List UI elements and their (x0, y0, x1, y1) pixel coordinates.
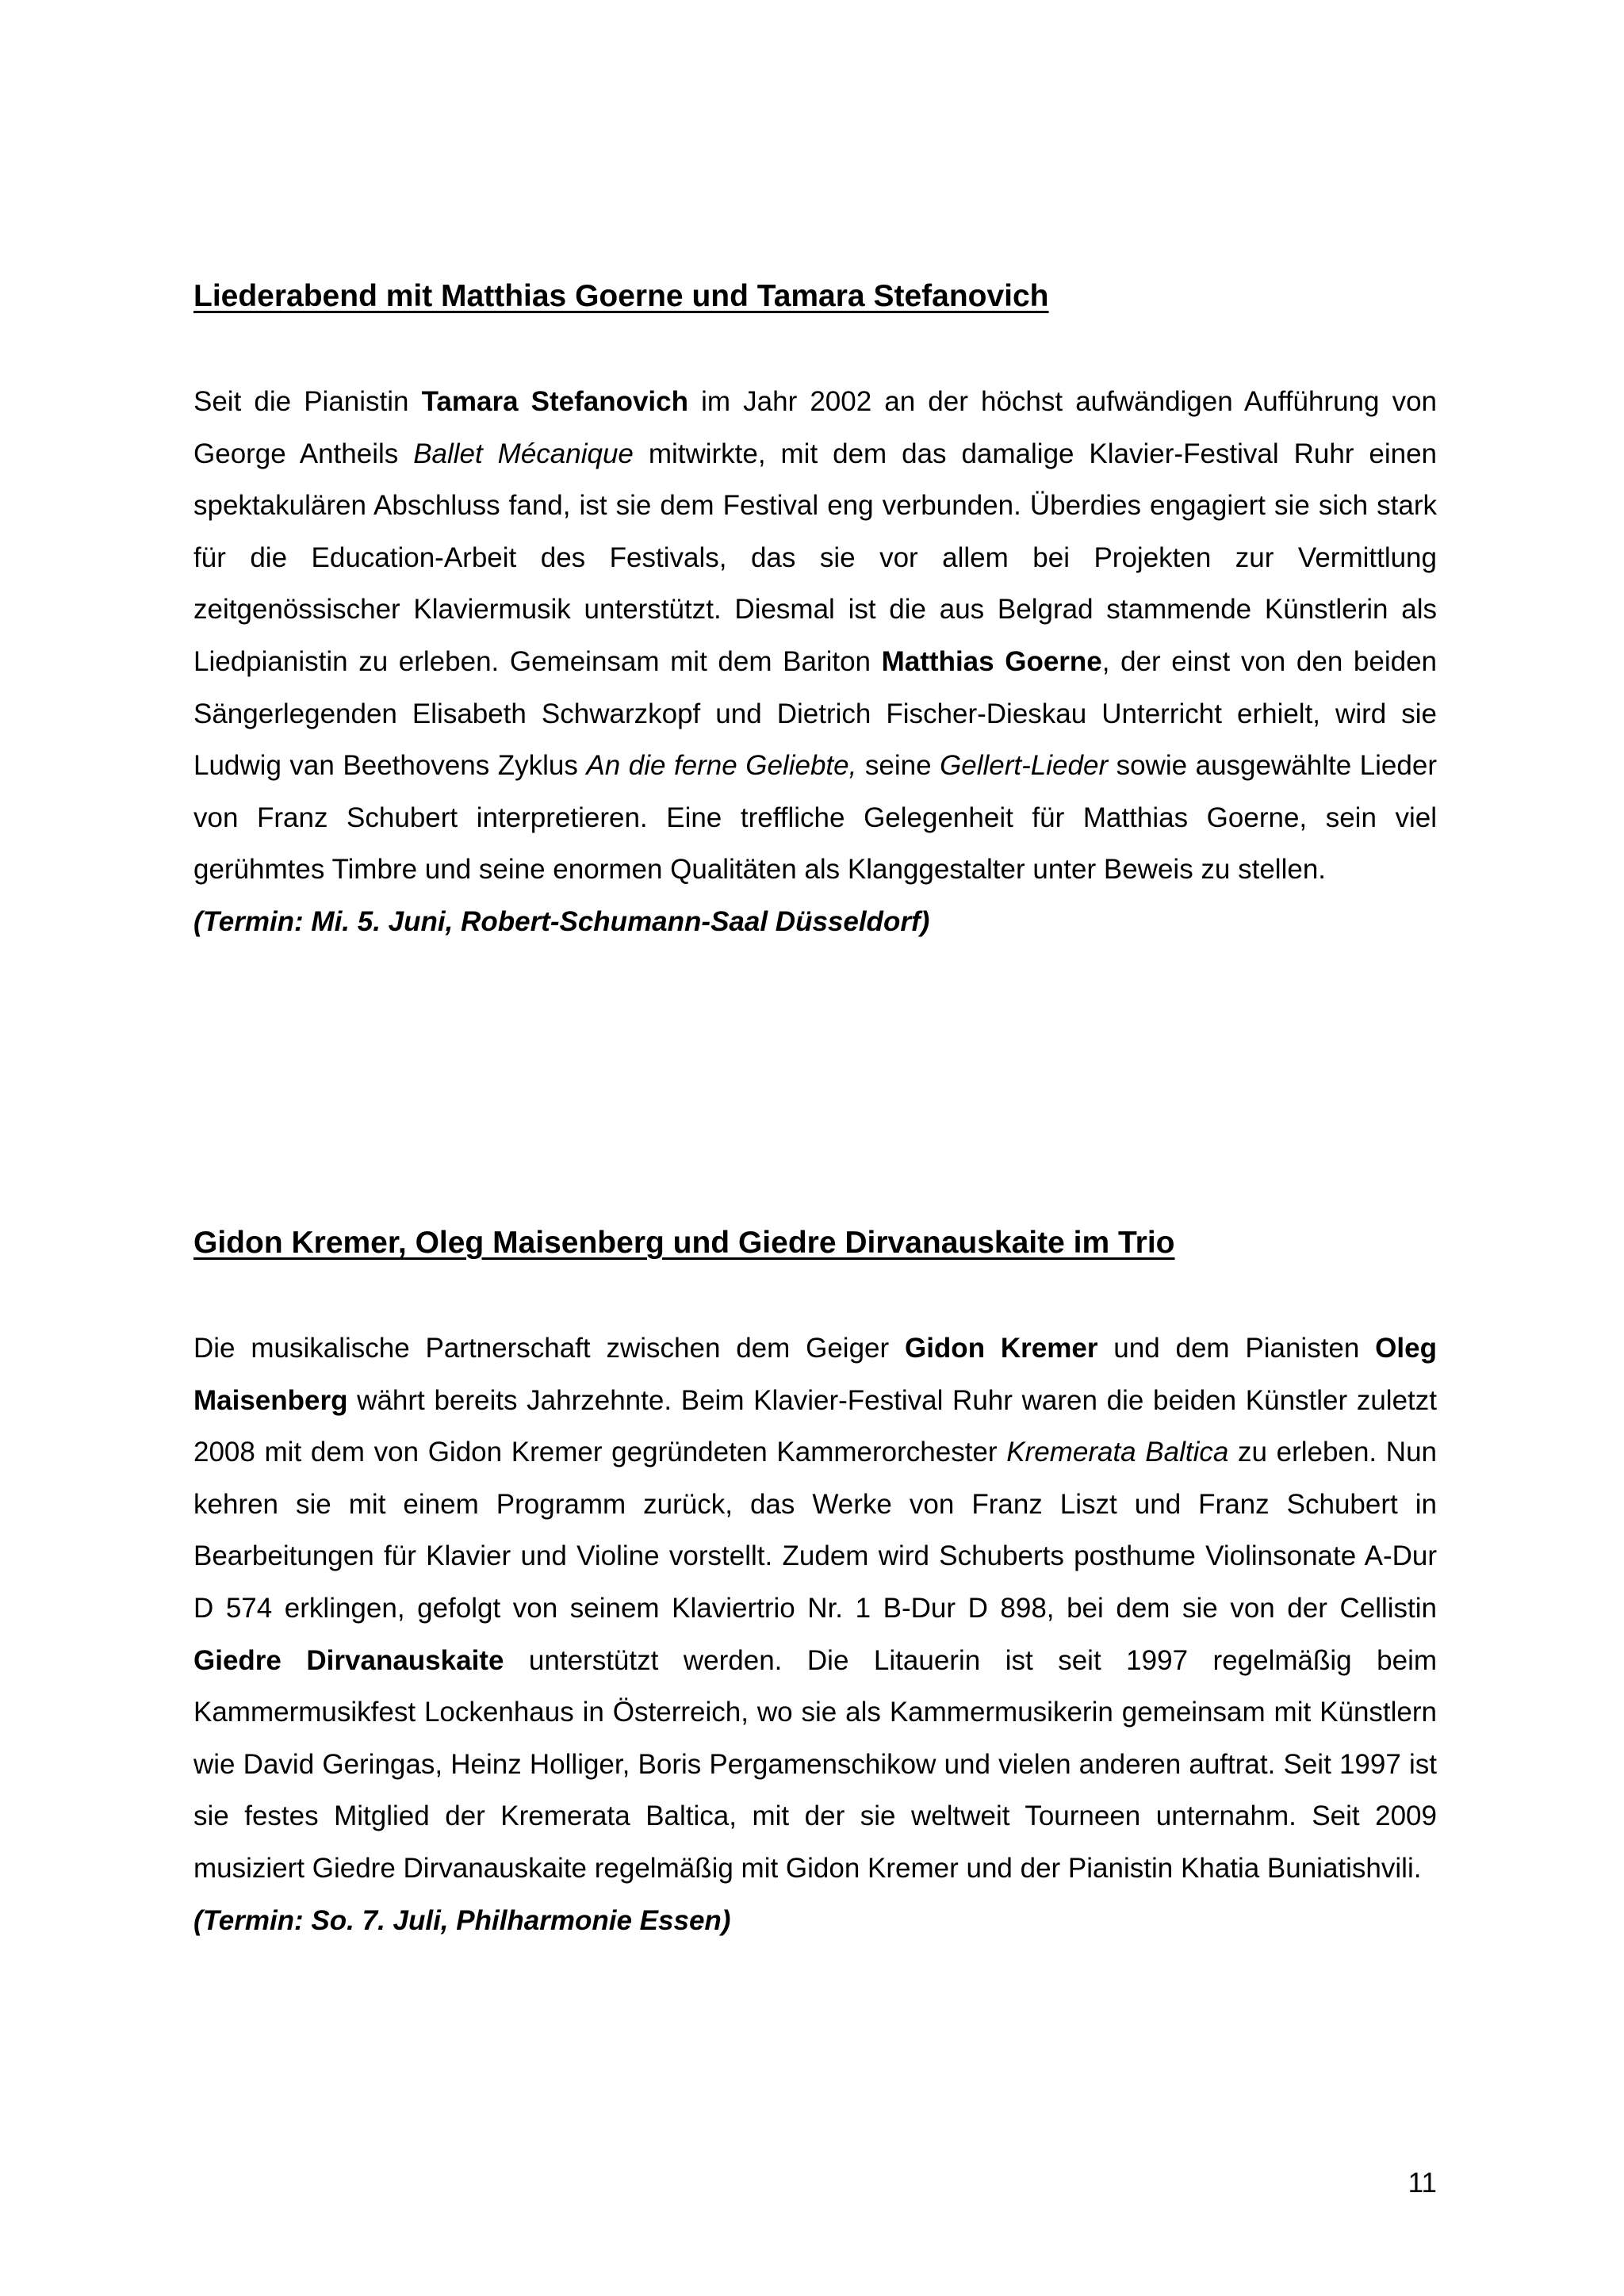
body-text-run: währt bereits Jahrzehnte. Beim Klavier-Festival Ruhr waren die beiden Künstler zuletzt 2008 mit dem von Gidon Kremer gegründeten Kammerorchester (193, 1384, 1437, 1468)
body-text-run: im Jahr 2002 an der höchst aufwändigen Aufführung von George Antheils (193, 386, 1438, 469)
event-date-venue: (Termin: Mi. 5. Juni, Robert-Schumann-Saal Düsseldorf) (193, 905, 930, 937)
work-title: Gellert-Lieder (940, 750, 1109, 782)
body-text-run: seine (856, 750, 940, 782)
work-title: Ballet Mécanique (413, 438, 634, 469)
article-liederabend (193, 276, 1437, 948)
body-text-run: sowie ausgewählte Lieder von Franz Schubert interpretieren. Eine treffliche Gelegenheit für Matthias Goerne, sein viel gerühmtes Timbre und seine enormen Qualitäten als Klanggestalter unter Beweis zu stellen. (193, 750, 1437, 886)
page-number: 11 (1408, 2168, 1437, 2198)
person-name: Oleg Maisenberg (193, 1333, 1437, 1416)
article-body (193, 376, 1437, 896)
person-name: Tamara Stefanovich (421, 386, 689, 417)
article-trio (193, 1223, 1437, 1946)
person-name: Giedre Dirvanauskaite (193, 1644, 504, 1676)
person-name: Gidon Kremer (904, 1333, 1098, 1364)
event-date-venue: (Termin: So. 7. Juli, Philharmonie Essen) (193, 1904, 731, 1936)
work-title: An die ferne Geliebte, (586, 750, 857, 782)
body-text-run: Seit die Pianistin (193, 386, 422, 417)
body-text-run: unterstützt werden. Die Litauerin ist seit 1997 regelmäßig beim Kammermusikfest Lockenhaus in Österreich, wo sie als Kammermusikerin gemeinsam mit Künstlern wie David Geringas, Heinz Holliger, Boris Pergamenschikow und vielen anderen auftrat. Seit 1997 ist sie festes Mitglied der Kremerata Baltica, mit der sie weltweit Tourneen unternahm. Seit 2009 musiziert Giedre Dirvanauskaite regelmäßig mit Gidon Kremer und der Pianistin Khatia Buniatishvili. (193, 1644, 1438, 1884)
article-heading: Gidon Kremer, Oleg Maisenberg und Giedre Dirvanauskaite im Trio (193, 1226, 1175, 1260)
article-body (193, 1322, 1437, 1895)
body-text-run: , der einst von den beiden Sängerlegenden Elisabeth Schwarzkopf und Dietrich Fischer-Dieskau Unterricht erhielt, wird sie Ludwig van Beethovens Zyklus (193, 645, 1437, 782)
article-heading: Liederabend mit Matthias Goerne und Tamara Stefanovich (193, 279, 1049, 313)
body-text-run: Die musikalische Partnerschaft zwischen dem Geiger (193, 1333, 905, 1364)
body-text-run: und dem Pianisten (1097, 1333, 1376, 1364)
ensemble-name: Kremerata Baltica (1006, 1437, 1229, 1468)
body-text-run: zu erleben. Nun kehren sie mit einem Programm zurück, das Werke von Franz Liszt und Franz Schubert in Bearbeitungen für Klavier und Violine vorstellt. Zudem wird Schuberts posthume Violinsonate A-Dur D 574 erklingen, gefolgt von seinem Klaviertrio Nr. 1 B-Dur D 898, bei dem sie von der Cellistin (193, 1437, 1438, 1624)
person-name: Matthias Goerne (881, 645, 1102, 677)
body-text-run: mitwirkte, mit dem das damalige Klavier-Festival Ruhr einen spektakulären Abschluss fand, ist sie dem Festival eng verbunden. Überdies engagiert sie sich stark für die Education-Arbeit des Festivals, das sie vor allem bei Projekten zur Vermittlung zeitgenössischer Klaviermusik unterstützt. Diesmal ist die aus Belgrad stammende Künstlerin als Liedpianistin zu erleben. Gemeinsam mit dem Bariton (193, 438, 1438, 677)
